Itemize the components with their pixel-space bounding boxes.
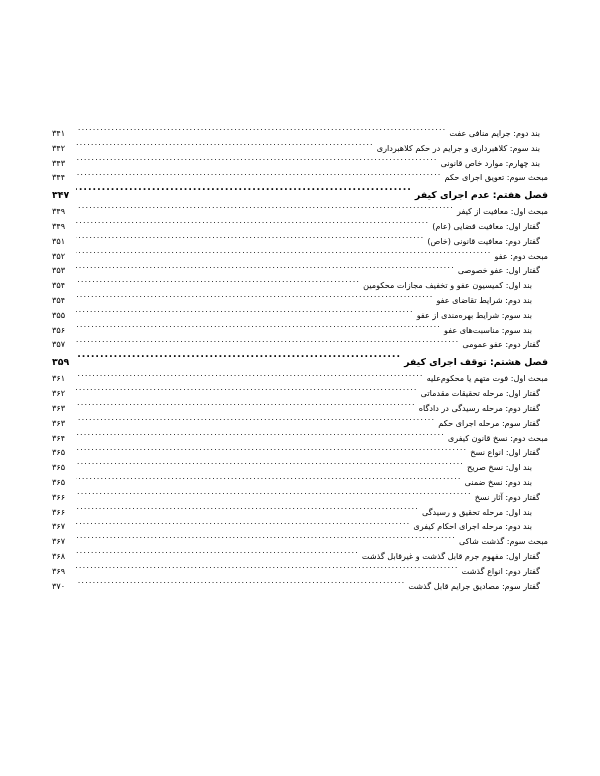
toc-entry-label: گفتار اول: عفو خصوصی — [457, 265, 540, 276]
toc-entry-label: گفتار دوم: آثار نسخ — [474, 491, 540, 502]
toc-entry-row[interactable] — [52, 445, 548, 460]
toc-entry-row[interactable] — [52, 371, 548, 386]
toc-leader-dots — [76, 371, 424, 381]
toc-page-number: ۳۴۱ — [52, 128, 66, 138]
toc-entry-row[interactable] — [52, 475, 548, 490]
toc-entry-row[interactable] — [52, 579, 548, 594]
toc-leader-dots — [76, 401, 416, 411]
toc-leader-dots — [76, 386, 418, 396]
toc-entry-row[interactable] — [52, 156, 548, 171]
toc-leader-dots — [76, 188, 412, 198]
toc-page-number: ۳۶۷ — [52, 536, 66, 547]
toc-entry-row[interactable] — [52, 170, 548, 185]
toc-entry-label: فصل هشتم: توقف اجرای کیفر — [404, 356, 548, 368]
toc-entry-label: گفتار سوم: مصادیق جرایم قابل گذشت — [408, 580, 540, 591]
toc-entry-label: گفتار دوم: عفو عمومی — [462, 339, 540, 350]
toc-leader-dots — [76, 126, 446, 136]
toc-entry-row[interactable] — [52, 534, 548, 549]
toc-leader-dots — [76, 323, 441, 333]
toc-entry-row[interactable] — [52, 519, 548, 534]
toc-leader-dots — [76, 204, 454, 214]
toc-entry-label: بند سوم: کلاهبرداری و جرایم در حکم کلاهبرداری — [376, 142, 540, 153]
toc-leader-dots — [76, 445, 467, 455]
toc-entry-row[interactable] — [52, 564, 548, 579]
toc-entry-label: گفتار دوم: انواع گذشت — [461, 565, 540, 576]
toc-entry-label: مبحث سوم: تعویق اجرای حکم — [444, 172, 548, 183]
toc-page-number: ۳۶۱ — [52, 373, 66, 384]
toc-entry-label: بند دوم: نسخ ضمنی — [464, 476, 532, 487]
toc-page-number: ۳۵۹ — [52, 356, 70, 368]
toc-entry-row[interactable] — [52, 219, 548, 234]
toc-entry-row[interactable] — [52, 263, 548, 278]
toc-page-number: ۳۵۴ — [52, 295, 66, 306]
toc-page-number: ۳۴۷ — [52, 189, 70, 201]
toc-entry-label: بند چهارم: موارد خاص قانونی — [440, 157, 540, 168]
toc-entry-label: بند سوم: مناسبت‌های عفو — [444, 324, 532, 335]
toc-page-number: ۳۶۹ — [52, 565, 66, 576]
toc-entry-row[interactable] — [52, 308, 548, 323]
toc-entry-label: فصل هفتم: عدم اجرای کیفر — [414, 189, 548, 201]
toc-entry-label: گفتار اول: معافیت قضایی (عام) — [432, 221, 540, 232]
toc-page-number: ۳۵۱ — [52, 235, 66, 246]
toc-page-number: ۳۵۶ — [52, 324, 66, 335]
toc-leader-dots — [76, 170, 442, 180]
toc-entry-label: گفتار اول: انواع نسخ — [470, 447, 540, 458]
toc-entry-label: بند دوم: شرایط تقاضای عفو — [436, 295, 532, 306]
toc-entry-row[interactable] — [52, 416, 548, 431]
toc-leader-dots — [76, 460, 464, 470]
toc-entry-label: مبحث سوم: گذشت شاکی — [458, 536, 548, 547]
toc-leader-dots — [76, 431, 445, 441]
toc-leader-dots — [76, 141, 374, 151]
toc-entry-label: گفتار اول: مرحله تحقیقات مقدماتی — [420, 388, 540, 399]
toc-leader-dots — [76, 234, 424, 244]
toc-entry-row[interactable] — [52, 278, 548, 293]
toc-entry-label: گفتار اول: مفهوم جرم قابل گذشت و غیرقابل گذشت — [361, 550, 540, 561]
toc-page-number: ۳۵۵ — [52, 309, 66, 320]
toc-page-number: ۳۶۳ — [52, 402, 66, 413]
toc-leader-dots — [76, 490, 472, 500]
toc-entry-label: مبحث دوم: نسخ قانون کیفری — [447, 432, 548, 443]
toc-entry-row[interactable] — [52, 234, 548, 249]
toc-leader-dots — [76, 475, 462, 485]
toc-page-number: ۳۶۶ — [52, 491, 66, 502]
toc-page-number: ۳۵۲ — [52, 250, 66, 261]
toc-leader-dots — [76, 278, 360, 288]
table-of-contents — [52, 126, 548, 593]
toc-entry-label: مبحث اول: فوت متهم یا محکوم‌علیه — [426, 373, 548, 384]
toc-leader-dots — [76, 308, 414, 318]
toc-page-number: ۳۴۹ — [52, 221, 66, 232]
toc-leader-dots — [76, 263, 455, 273]
toc-leader-dots — [76, 564, 459, 574]
toc-page-number: ۳۶۸ — [52, 550, 66, 561]
toc-entry-label: مبحث اول: معافیت از کیفر — [457, 206, 548, 217]
toc-leader-dots — [76, 337, 459, 347]
toc-entry-label: مبحث دوم: عفو — [494, 250, 548, 261]
toc-page-number: ۳۶۳ — [52, 417, 66, 428]
toc-entry-row[interactable] — [52, 505, 548, 520]
toc-entry-row[interactable] — [52, 204, 548, 219]
toc-entry-row[interactable] — [52, 249, 548, 264]
toc-entry-row[interactable] — [52, 401, 548, 416]
toc-entry-label: گفتار سوم: مرحله اجرای حکم — [438, 417, 540, 428]
toc-entry-label: گفتار دوم: معافیت قانونی (خاص) — [427, 235, 540, 246]
toc-entry-label: گفتار دوم: مرحله رسیدگی در دادگاه — [418, 402, 540, 413]
toc-page-number: ۳۵۷ — [52, 339, 66, 350]
toc-leader-dots — [76, 416, 435, 426]
toc-leader-dots — [76, 519, 410, 529]
toc-page-number: ۳۶۵ — [52, 476, 66, 487]
toc-entry-label: بند سوم: شرایط بهره‌مندی از عفو — [416, 309, 532, 320]
toc-entry-row[interactable] — [52, 293, 548, 308]
toc-chapter-row[interactable] — [52, 187, 548, 205]
toc-leader-dots — [76, 505, 419, 515]
toc-leader-dots — [76, 355, 401, 365]
toc-leader-dots — [76, 579, 405, 589]
toc-entry-row[interactable] — [52, 126, 548, 141]
toc-entry-row[interactable] — [52, 141, 548, 156]
toc-leader-dots — [76, 156, 438, 166]
toc-entry-label: بند اول: کمیسیون عفو و تخفیف مجازات محکومین — [363, 280, 532, 291]
toc-page-number: ۳۷۰ — [52, 580, 66, 591]
toc-page-number: ۳۶۲ — [52, 388, 66, 399]
toc-page-number: ۳۴۳ — [52, 157, 66, 168]
toc-entry-row[interactable] — [52, 337, 548, 352]
toc-entry-row[interactable] — [52, 460, 548, 475]
toc-chapter-row[interactable] — [52, 354, 548, 372]
toc-page-number: ۳۴۲ — [52, 142, 66, 153]
toc-leader-dots — [76, 219, 429, 229]
toc-entry-row[interactable] — [52, 386, 548, 401]
toc-page-number: ۳۶۴ — [52, 432, 66, 443]
toc-entry-label: بند اول: مرحله تحقیق و رسیدگی — [421, 506, 532, 517]
toc-entry-row[interactable] — [52, 323, 548, 338]
toc-entry-row[interactable] — [52, 549, 548, 564]
toc-page-number: ۳۶۵ — [52, 462, 66, 473]
toc-page-number: ۳۴۹ — [52, 206, 66, 217]
toc-page-number: ۳۵۴ — [52, 280, 66, 291]
toc-leader-dots — [76, 293, 433, 303]
toc-page-number: ۳۶۵ — [52, 447, 66, 458]
toc-entry-label: بند اول: نسخ صریح — [467, 462, 532, 473]
toc-entry-label: بند دوم: مرحله اجرای احکام کیفری — [413, 521, 532, 532]
toc-leader-dots — [76, 549, 359, 559]
toc-entry-label: بند دوم: جرایم منافی عفت — [449, 128, 540, 138]
toc-page-number: ۳۶۶ — [52, 506, 66, 517]
toc-entry-row[interactable] — [52, 490, 548, 505]
toc-entry-row[interactable] — [52, 431, 548, 446]
toc-leader-dots — [76, 534, 456, 544]
toc-page-number: ۳۶۷ — [52, 521, 66, 532]
toc-leader-dots — [76, 249, 492, 259]
toc-page-number: ۳۵۳ — [52, 265, 66, 276]
toc-page-number: ۳۴۴ — [52, 172, 66, 183]
